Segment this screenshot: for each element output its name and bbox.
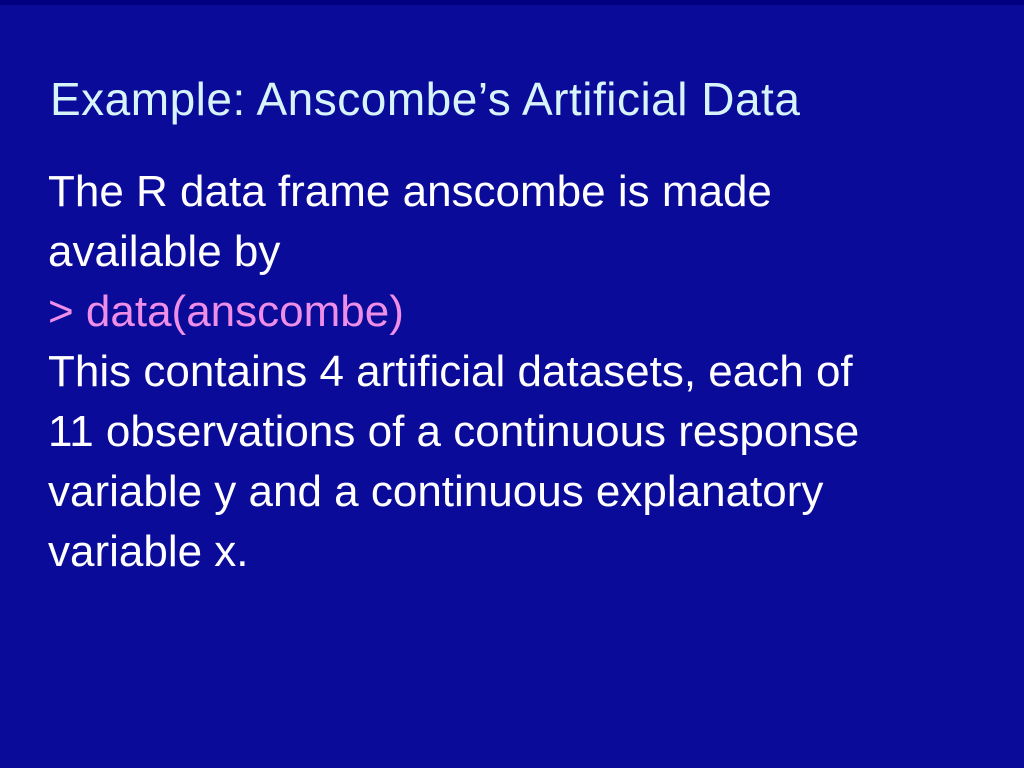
slide-body	[48, 162, 1008, 582]
body-line-1: The R data frame anscombe is made	[48, 167, 772, 216]
slide-title: Example: Anscombe’s Artificial Data	[50, 73, 801, 125]
body-line-6: variable y and a continuous explanatory	[48, 467, 824, 516]
top-border-strip	[0, 0, 1024, 5]
r-code-line: > data(anscombe)	[48, 287, 404, 336]
body-line-4: This contains 4 artificial datasets, each of	[48, 347, 853, 396]
body-line-5: 11 observations of a continuous response	[48, 407, 860, 456]
body-line-7: variable x.	[48, 527, 249, 576]
body-line-2: available by	[48, 227, 281, 276]
